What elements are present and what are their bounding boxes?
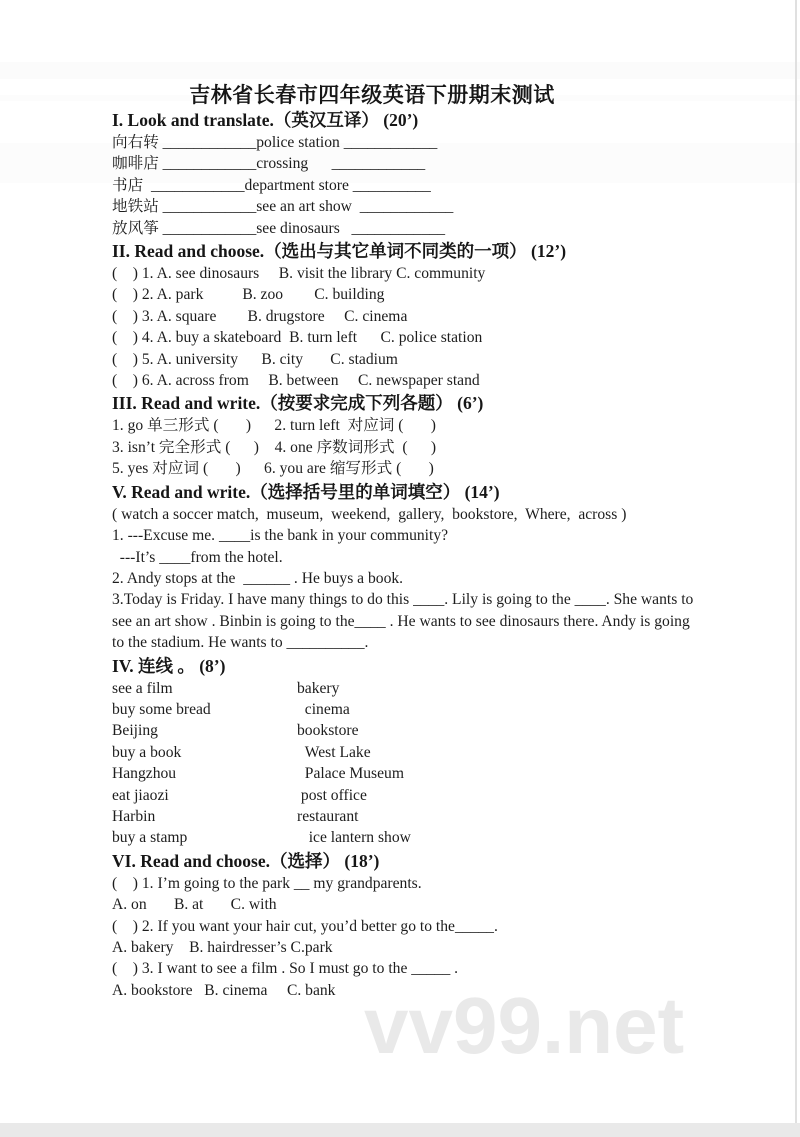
match-left-item: Harbin bbox=[112, 807, 156, 825]
match-right-item: restaurant bbox=[297, 807, 359, 825]
choice-question: ( ) 2. If you want your hair cut, you’d better go to the_____. bbox=[112, 917, 498, 935]
write-question: 3. isn’t 完全形式 ( ) 4. one 序数词形式 ( ) bbox=[112, 438, 437, 456]
match-row bbox=[112, 742, 700, 763]
translate-row: 咖啡店 ____________crossing ____________ bbox=[112, 155, 426, 173]
match-left-item: Beijing bbox=[112, 722, 158, 740]
choice-options: A. bookstore B. cinema C. bank bbox=[112, 981, 336, 999]
exam-content bbox=[112, 0, 700, 1001]
match-row bbox=[112, 785, 700, 806]
match-left-item: Hangzhou bbox=[112, 765, 177, 783]
match-right-item: bookstore bbox=[297, 722, 359, 740]
match-left-item: eat jiaozi bbox=[112, 786, 169, 804]
section-4-heading: IV. 连线 。 (8’) bbox=[112, 655, 226, 676]
match-row bbox=[112, 827, 700, 848]
choice-question: ( ) 2. A. park B. zoo C. building bbox=[112, 286, 385, 304]
match-row bbox=[112, 678, 700, 699]
choice-question: ( ) 1. I’m going to the park __ my grandparents. bbox=[112, 874, 422, 892]
match-left-item: see a film bbox=[112, 679, 173, 697]
write-question: 5. yes 对应词 ( ) 6. you are 缩写形式 ( ) bbox=[112, 460, 434, 478]
match-row bbox=[112, 806, 700, 827]
write-question: 1. go 单三形式 ( ) 2. turn left 对应词 ( ) bbox=[112, 417, 436, 435]
choice-options: A. bakery B. hairdresser’s C.park bbox=[112, 939, 333, 956]
match-right-item: Palace Museum bbox=[297, 765, 404, 783]
choice-question: ( ) 1. A. see dinosaurs B. visit the library C. community bbox=[112, 265, 486, 283]
match-left-item: buy some bread bbox=[112, 700, 211, 718]
choice-question: ( ) 6. A. across from B. between C. newspaper stand bbox=[112, 372, 480, 390]
choice-question: ( ) 3. I want to see a film . So I must go to the _____ . bbox=[112, 960, 459, 978]
section-5-heading: V. Read and write.（选择括号里的单词填空） (14’) bbox=[112, 481, 500, 502]
fill-question: 1. ---Excuse me. ____is the bank in your community? bbox=[112, 527, 449, 545]
choice-question: ( ) 3. A. square B. drugstore C. cinema bbox=[112, 307, 408, 325]
translate-row: 书店 ____________department store __________ bbox=[112, 176, 431, 194]
word-bank: ( watch a soccer match, museum, weekend, gallery, bookstore, Where, across ) bbox=[112, 505, 627, 523]
match-row bbox=[112, 763, 700, 784]
watermark-text: vv99.net bbox=[364, 981, 685, 1070]
translate-row: 放风筝 ____________see dinosaurs ____________ bbox=[112, 219, 446, 237]
translate-row: 地铁站 ____________see an art show ____________ bbox=[112, 198, 454, 216]
choice-options: A. on B. at C. with bbox=[112, 896, 277, 914]
match-right-item: bakery bbox=[297, 679, 340, 697]
fill-paragraph: 3.Today is Friday. I have many things to do this ____. Lily is going to the ____. She wants to see an art show . Binbin is going to the____ . He wants to see dinosaurs there. Andy is going to the stadium. He wants to __________. bbox=[112, 591, 694, 652]
section-6-heading: VI. Read and choose.（选择） (18’) bbox=[112, 850, 380, 871]
match-row bbox=[112, 720, 700, 741]
match-right-item: post office bbox=[297, 786, 367, 804]
section-2-heading: II. Read and choose.（选出与其它单词不同类的一项） (12’) bbox=[112, 241, 567, 262]
match-right-item: ice lantern show bbox=[297, 829, 411, 847]
match-left-item: buy a book bbox=[112, 743, 182, 761]
page-title: 吉林省长春市四年级英语下册期末测试 bbox=[189, 83, 555, 107]
match-row bbox=[112, 699, 700, 720]
choice-question: ( ) 5. A. university B. city C. stadium bbox=[112, 350, 398, 368]
fill-question: ---It’s ____from the hotel. bbox=[112, 548, 283, 566]
section-1-heading: I. Look and translate.（英汉互译） (20’) bbox=[112, 110, 419, 130]
page-edge-line bbox=[795, 0, 797, 1137]
scanner-bottom-strip bbox=[0, 1123, 800, 1137]
section-3-heading: III. Read and write.（按要求完成下列各题） (6’) bbox=[112, 393, 484, 414]
match-right-item: West Lake bbox=[297, 743, 371, 761]
translate-row: 向右转 ____________police station ____________ bbox=[112, 134, 438, 151]
match-left-item: buy a stamp bbox=[112, 829, 188, 847]
match-right-item: cinema bbox=[297, 700, 350, 718]
fill-question: 2. Andy stops at the ______ . He buys a book. bbox=[112, 569, 404, 587]
choice-question: ( ) 4. A. buy a skateboard B. turn left C. police station bbox=[112, 329, 483, 347]
